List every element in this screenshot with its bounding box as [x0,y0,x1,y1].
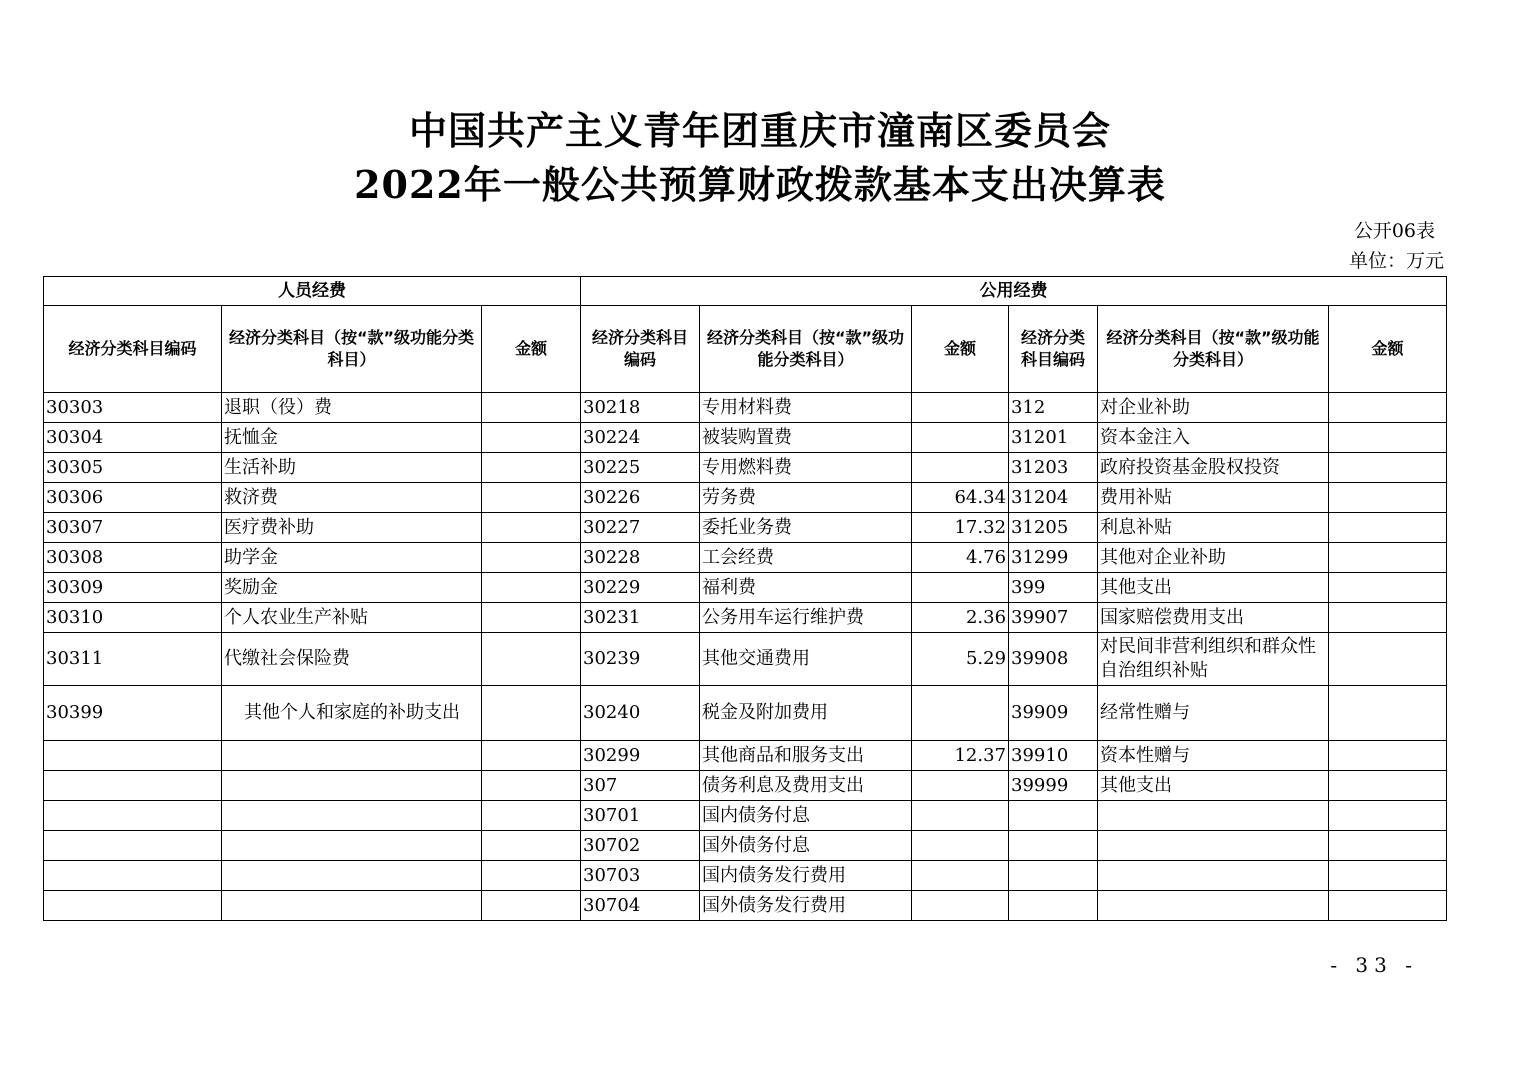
code-cell: 31299 [1009,543,1098,573]
code-cell: 31201 [1009,423,1098,453]
amount-cell [1329,393,1447,423]
header-amount-2: 金额 [912,306,1009,393]
amount-cell [482,483,581,513]
amount-cell [912,393,1009,423]
name-cell: 国内债务发行费用 [700,861,912,891]
code-cell [1009,861,1098,891]
amount-cell [482,771,581,801]
name-cell: 委托业务费 [700,513,912,543]
code-cell: 30308 [44,543,222,573]
table-row [44,831,1447,861]
name-cell [222,801,482,831]
amount-cell [1329,513,1447,543]
amount-cell [1329,861,1447,891]
amount-cell [1329,423,1447,453]
header-name-1: 经济分类科目（按“款”级功能分类科目） [222,306,482,393]
table-row [44,513,1447,543]
name-cell: 国外债务发行费用 [700,891,912,921]
code-cell [1009,801,1098,831]
code-cell: 307 [581,771,700,801]
table-row [44,741,1447,771]
table-row [44,891,1447,921]
name-cell: 对民间非营利组织和群众性自治组织补贴 [1098,633,1329,686]
amount-cell: 64.34 [912,483,1009,513]
code-cell: 30303 [44,393,222,423]
table-row [44,771,1447,801]
name-cell: 其他支出 [1098,771,1329,801]
name-cell [222,861,482,891]
name-cell: 助学金 [222,543,482,573]
name-cell [222,741,482,771]
name-cell: 医疗费补助 [222,513,482,543]
name-cell: 其他支出 [1098,573,1329,603]
code-cell: 30307 [44,513,222,543]
amount-cell [482,831,581,861]
code-cell: 31204 [1009,483,1098,513]
name-cell: 利息补贴 [1098,513,1329,543]
name-cell: 专用材料费 [700,393,912,423]
code-cell: 30309 [44,573,222,603]
unit-label: 单位：万元 [1348,250,1444,272]
amount-cell [1329,573,1447,603]
amount-cell [912,891,1009,921]
code-cell: 30218 [581,393,700,423]
name-cell: 其他对企业补助 [1098,543,1329,573]
amount-cell [482,513,581,543]
table-row [44,686,1447,741]
amount-cell [1329,453,1447,483]
code-cell: 30225 [581,453,700,483]
page-number: - 33 - [1330,953,1418,977]
group-personnel: 人员经费 [44,277,581,306]
code-cell: 30703 [581,861,700,891]
name-cell: 奖励金 [222,573,482,603]
table-row [44,543,1447,573]
table-row [44,861,1447,891]
header-amount-3: 金额 [1329,306,1447,393]
amount-cell [482,686,581,741]
code-cell: 30239 [581,633,700,686]
amount-cell [482,453,581,483]
name-cell: 生活补助 [222,453,482,483]
name-cell [1098,801,1329,831]
table-row [44,633,1447,686]
name-cell [1098,831,1329,861]
code-cell: 30231 [581,603,700,633]
header-code-3: 经济分类 科目编码 [1009,306,1098,393]
code-cell [1009,891,1098,921]
code-cell: 39909 [1009,686,1098,741]
amount-cell [1329,741,1447,771]
amount-cell: 5.29 [912,633,1009,686]
table-row [44,423,1447,453]
name-cell: 其他个人和家庭的补助支出 [222,686,482,741]
name-cell: 专用燃料费 [700,453,912,483]
header-name-3: 经济分类科目（按“款”级功能分类科目） [1098,306,1329,393]
amount-cell: 17.32 [912,513,1009,543]
code-cell: 39908 [1009,633,1098,686]
name-cell: 被装购置费 [700,423,912,453]
header-code-1: 经济分类科目编码 [44,306,222,393]
code-cell: 39999 [1009,771,1098,801]
name-cell [222,771,482,801]
code-cell: 39910 [1009,741,1098,771]
name-cell: 国内债务付息 [700,801,912,831]
name-cell: 个人农业生产补贴 [222,603,482,633]
code-cell: 31203 [1009,453,1098,483]
table-row [44,573,1447,603]
code-cell: 30227 [581,513,700,543]
amount-cell [482,633,581,686]
code-cell [44,801,222,831]
code-cell: 30226 [581,483,700,513]
name-cell: 经常性赠与 [1098,686,1329,741]
name-cell: 抚恤金 [222,423,482,453]
header-name-2: 经济分类科目（按“款”级功能分类科目） [700,306,912,393]
amount-cell [482,801,581,831]
code-cell: 399 [1009,573,1098,603]
amount-cell [482,861,581,891]
name-cell: 资本性赠与 [1098,741,1329,771]
amount-cell [1329,891,1447,921]
amount-cell [912,861,1009,891]
name-cell: 税金及附加费用 [700,686,912,741]
code-cell: 30228 [581,543,700,573]
amount-cell: 4.76 [912,543,1009,573]
amount-cell [482,393,581,423]
column-header-row [44,306,1447,393]
name-cell: 代缴社会保险费 [222,633,482,686]
name-cell: 退职（役）费 [222,393,482,423]
code-cell: 30299 [581,741,700,771]
name-cell: 劳务费 [700,483,912,513]
code-cell [1009,831,1098,861]
document-title-line1: 中国共产主义青年团重庆市潼南区委员会 [408,108,1111,153]
table-row [44,453,1447,483]
name-cell: 国外债务付息 [700,831,912,861]
name-cell: 福利费 [700,573,912,603]
document-title-line2: 2022年一般公共预算财政拨款基本支出决算表 [354,162,1166,207]
code-cell: 30311 [44,633,222,686]
table-row [44,603,1447,633]
amount-cell: 2.36 [912,603,1009,633]
name-cell [222,831,482,861]
code-cell [44,741,222,771]
amount-cell [1329,543,1447,573]
table-row [44,801,1447,831]
amount-cell [912,801,1009,831]
name-cell: 资本金注入 [1098,423,1329,453]
amount-cell [1329,603,1447,633]
code-cell: 30224 [581,423,700,453]
amount-cell [482,423,581,453]
code-cell [44,861,222,891]
budget-table [43,276,1447,921]
name-cell: 救济费 [222,483,482,513]
name-cell: 其他商品和服务支出 [700,741,912,771]
amount-cell [1329,633,1447,686]
code-cell: 30304 [44,423,222,453]
name-cell: 费用补贴 [1098,483,1329,513]
amount-cell [482,741,581,771]
amount-cell [1329,483,1447,513]
name-cell: 公务用车运行维护费 [700,603,912,633]
code-cell: 30310 [44,603,222,633]
amount-cell [912,686,1009,741]
name-cell: 其他交通费用 [700,633,912,686]
code-cell: 30399 [44,686,222,741]
amount-cell [912,573,1009,603]
code-cell: 30704 [581,891,700,921]
code-cell: 30305 [44,453,222,483]
group-header-row [44,277,1447,306]
amount-cell [482,573,581,603]
code-cell [44,771,222,801]
code-cell [44,891,222,921]
amount-cell [1329,801,1447,831]
code-cell: 39907 [1009,603,1098,633]
amount-cell [912,423,1009,453]
name-cell [222,891,482,921]
group-public: 公用经费 [581,277,1447,306]
header-amount-1: 金额 [482,306,581,393]
amount-cell [482,603,581,633]
amount-cell [482,891,581,921]
name-cell: 债务利息及费用支出 [700,771,912,801]
name-cell: 工会经费 [700,543,912,573]
amount-cell [1329,771,1447,801]
table-row [44,393,1447,423]
header-code-2: 经济分类科目 编码 [581,306,700,393]
code-cell: 30240 [581,686,700,741]
code-cell: 30229 [581,573,700,603]
code-cell: 30702 [581,831,700,861]
amount-cell [912,453,1009,483]
name-cell [1098,891,1329,921]
name-cell: 对企业补助 [1098,393,1329,423]
code-cell: 31205 [1009,513,1098,543]
amount-cell [482,543,581,573]
form-number: 公开06表 [1353,220,1435,242]
amount-cell [1329,831,1447,861]
name-cell: 政府投资基金股权投资 [1098,453,1329,483]
code-cell [44,831,222,861]
amount-cell [912,771,1009,801]
amount-cell [912,831,1009,861]
code-cell: 30701 [581,801,700,831]
amount-cell [1329,686,1447,741]
code-cell: 312 [1009,393,1098,423]
table-row [44,483,1447,513]
code-cell: 30306 [44,483,222,513]
name-cell [1098,861,1329,891]
name-cell: 国家赔偿费用支出 [1098,603,1329,633]
amount-cell: 12.37 [912,741,1009,771]
